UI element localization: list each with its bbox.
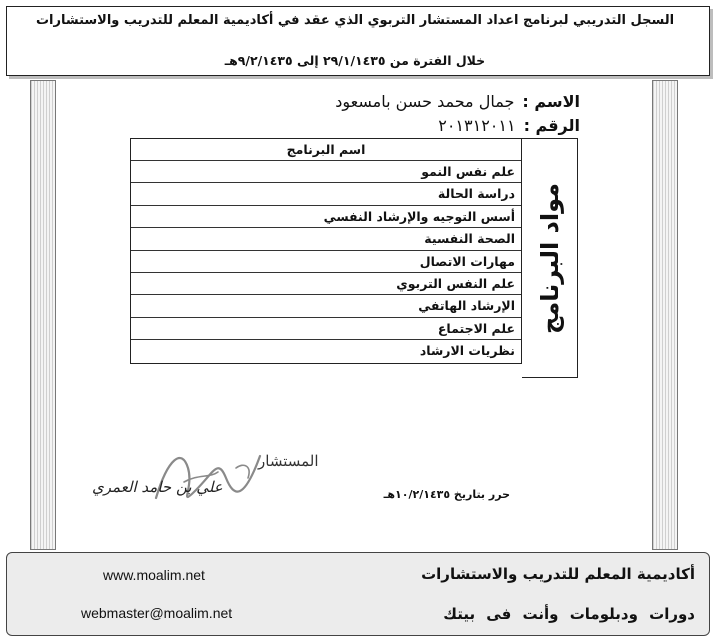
consultant-name: علي بن حامد العمري (92, 478, 223, 496)
program-materials-side-panel (522, 138, 578, 378)
courses-column-header: اسم البرنامج (131, 139, 521, 161)
name-label: الاسم : (522, 92, 580, 111)
course-row: الإرشاد الهاتفي (131, 295, 521, 317)
course-row: علم الاجتماع (131, 318, 521, 340)
left-decorative-rail (30, 80, 56, 550)
program-materials-label: مواد البرنامج (535, 182, 564, 334)
course-row: نظريات الارشاد (419, 343, 515, 359)
course-row: دراسة الحالة (131, 183, 521, 205)
course-row: الصحة النفسية (131, 228, 521, 250)
trainee-name: جمال محمد حسن بامسعود (335, 92, 515, 111)
trainee-id-line (438, 116, 580, 135)
course-row: مهارات الاتصال (131, 251, 521, 273)
course-row: علم نفس النمو (131, 161, 521, 183)
certificate-title: السجل التدريبي لبرنامج اعداد المستشار التربوي الذي عقد في أكاديمية المعلم للتدريب والاستشارات (35, 13, 675, 28)
id-label: الرقم : (523, 116, 580, 135)
trainee-id: ٢٠١٣١٢٠١١ (438, 116, 516, 135)
consultant-title: المستشار (258, 452, 319, 470)
right-decorative-rail (652, 80, 678, 550)
footer-banner (6, 552, 710, 636)
website-link[interactable]: www.moalim.net (103, 567, 205, 583)
courses-table (130, 138, 522, 364)
academy-name: أكاديمية المعلم للتدريب والاستشارات (421, 565, 695, 583)
trainee-name-line (335, 92, 580, 111)
certificate-header (6, 6, 710, 76)
course-row: علم النفس التربوي (131, 273, 521, 295)
email-link[interactable]: webmaster@moalim.net (81, 605, 233, 621)
issue-date: حرر بتاريخ ١٠/٢/١٤٣٥هـ (383, 488, 510, 501)
academy-tagline: دورات ودبلومات وأنت فى بيتك (443, 605, 695, 623)
training-period: خلال الفترة من ٢٩/١/١٤٣٥ إلى ٩/٢/١٤٣٥هـ (224, 53, 486, 68)
course-row: أسس التوجيه والإرشاد النفسي (131, 206, 521, 228)
